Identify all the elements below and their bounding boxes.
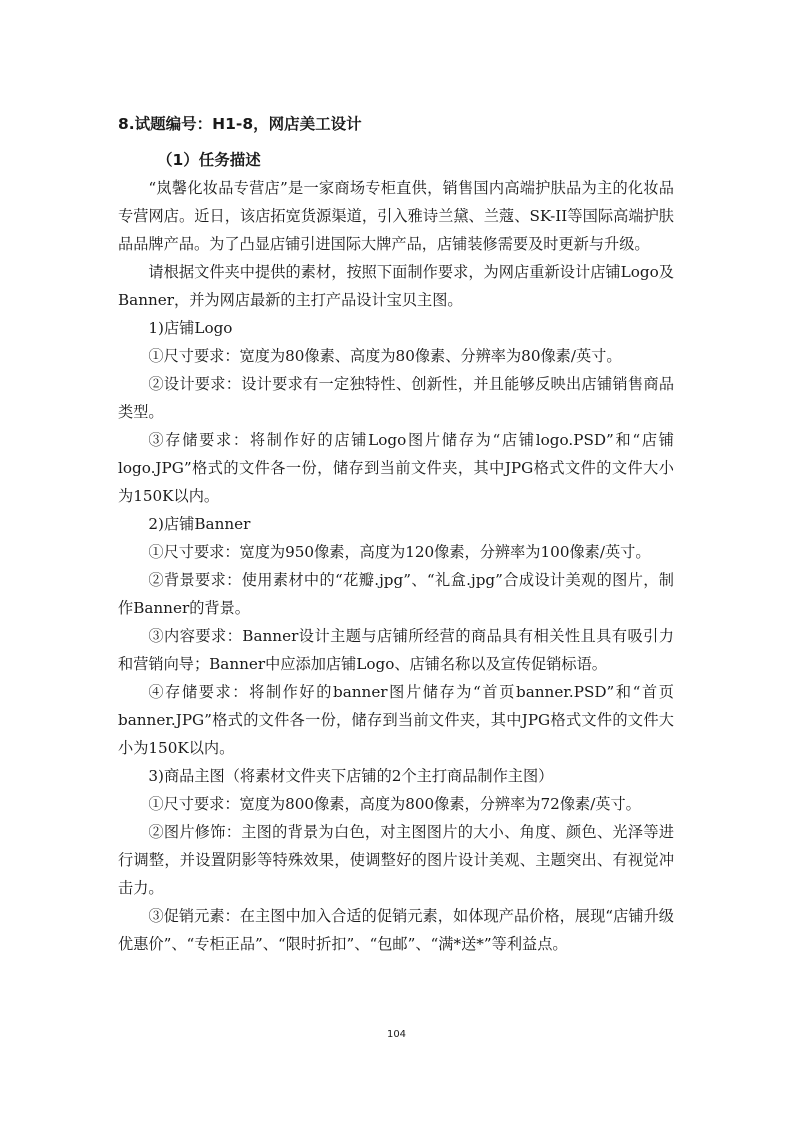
banner-storage-requirement: ④存储要求：将制作好的banner图片储存为“首页banner.PSD”和“首页banner.JPG”格式的文件各一份，储存到当前文件夹，其中JPG格式文件的文件大小为150K以内。 <box>118 683 674 757</box>
section-logo-title: 1)店铺Logo <box>148 319 233 337</box>
question-heading: 8.试题编号：H1-8，网店美工设计 <box>118 115 362 133</box>
paragraph-intro: “岚馨化妆品专营店”是一家商场专柜直供，销售国内高端护肤品为主的化妆品专营网店。近日，该店拓宽货源渠道，引入雅诗兰黛、兰蔻、SK-II等国际高端护肤品品牌产品。为了凸显店铺引进国际大牌产品，店铺装修需要及时更新与升级。 <box>118 179 674 253</box>
logo-storage-requirement: ③存储要求：将制作好的店铺Logo图片储存为“店铺logo.PSD”和“店铺logo.JPG”格式的文件各一份，储存到当前文件夹，其中JPG格式文件的文件大小为150K以内。 <box>118 431 674 505</box>
main-image-retouch-requirement: ②图片修饰：主图的背景为白色，对主图图片的大小、角度、颜色、光泽等进行调整，并设置阴影等特殊效果，使调整好的图片设计美观、主题突出、有视觉冲击力。 <box>118 823 674 897</box>
banner-background-requirement: ②背景要求：使用素材中的“花瓣.jpg”、“礼盒.jpg”合成设计美观的图片，制作Banner的背景。 <box>118 571 674 617</box>
paragraph-instructions: 请根据文件夹中提供的素材，按照下面制作要求，为网店重新设计店铺Logo及Banner，并为网店最新的主打产品设计宝贝主图。 <box>118 263 674 309</box>
section-main-image-title: 3)商品主图（将素材文件夹下店铺的2个主打商品制作主图） <box>148 767 554 785</box>
task-description-heading: （1）任务描述 <box>157 151 261 169</box>
body-text <box>118 174 674 958</box>
section-banner-title: 2)店铺Banner <box>148 515 251 533</box>
logo-design-requirement: ②设计要求：设计要求有一定独特性、创新性，并且能够反映出店铺销售商品类型。 <box>118 375 674 421</box>
main-image-promo-requirement: ③促销元素：在主图中加入合适的促销元素，如体现产品价格，展现“店铺升级优惠价”、“专柜正品”、“限时折扣”、“包邮”、“满*送*”等利益点。 <box>118 907 674 953</box>
main-image-size-requirement: ①尺寸要求：宽度为800像素，高度为800像素，分辨率为72像素/英寸。 <box>148 795 641 813</box>
banner-size-requirement: ①尺寸要求：宽度为950像素，高度为120像素，分辨率为100像素/英寸。 <box>148 543 651 561</box>
banner-content-requirement: ③内容要求：Banner设计主题与店铺所经营的商品具有相关性且具有吸引力和营销向导；Banner中应添加店铺Logo、店铺名称以及宣传促销标语。 <box>118 627 674 673</box>
page-number: 104 <box>386 1029 407 1040</box>
logo-size-requirement: ①尺寸要求：宽度为80像素、高度为80像素、分辨率为80像素/英寸。 <box>148 347 622 365</box>
